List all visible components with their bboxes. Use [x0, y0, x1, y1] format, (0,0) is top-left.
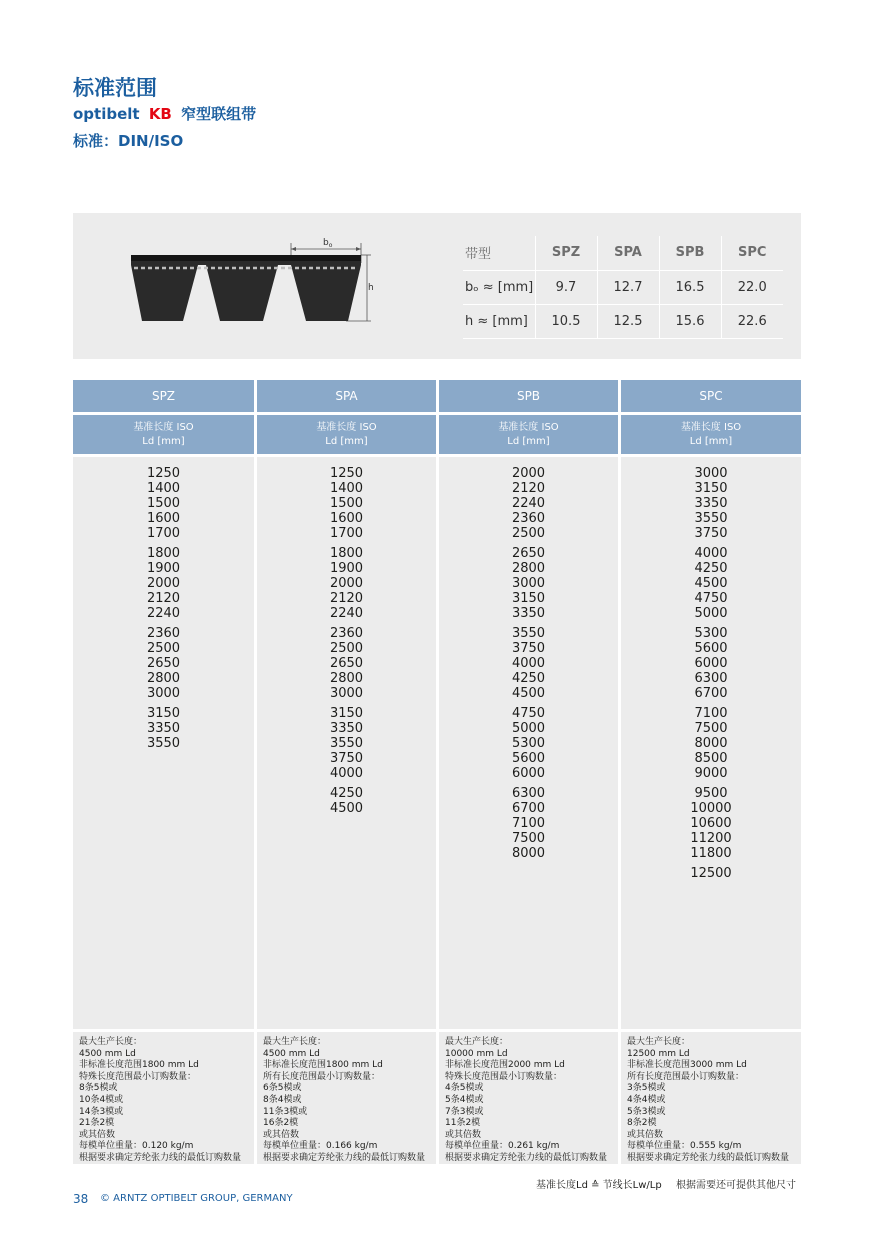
column-subheader	[73, 415, 254, 454]
note-line: 根据要求确定芳纶张力线的最低订购数量	[263, 1152, 426, 1163]
length-value: 7500	[694, 721, 728, 736]
note-line: 11条3模或	[263, 1106, 308, 1117]
length-value: 5300	[694, 626, 728, 641]
belt-cross-section-diagram	[128, 235, 388, 335]
column-notes	[621, 1032, 801, 1164]
note-line: 5条3模或	[627, 1106, 666, 1117]
length-value: 6700	[511, 801, 546, 816]
spec-panel	[73, 213, 801, 359]
length-column-body	[257, 457, 436, 1029]
length-value: 3000	[511, 576, 546, 591]
length-group	[257, 706, 436, 781]
length-value: 2120	[329, 591, 364, 606]
note-line: 非标准长度范围1800 mm Ld	[263, 1060, 383, 1071]
length-group	[439, 466, 618, 541]
spec-type: SPA	[597, 236, 659, 270]
length-value: 1400	[146, 481, 181, 496]
length-value: 7500	[511, 831, 546, 846]
length-column-body	[439, 457, 618, 1029]
length-value: 4000	[329, 766, 364, 781]
length-value: 4500	[511, 686, 546, 701]
spec-type: SPB	[659, 236, 721, 270]
note-line: 根据要求确定芳纶张力线的最低订购数量	[627, 1152, 790, 1163]
spec-row-width	[463, 270, 783, 304]
note-line: 5条4模或	[445, 1094, 484, 1105]
length-value: 1800	[329, 546, 364, 561]
length-value: 7100	[694, 706, 728, 721]
note-line: 21条2模	[79, 1118, 115, 1129]
length-value: 2360	[511, 511, 546, 526]
spec-row-height	[463, 304, 783, 338]
column-header: SPC	[621, 380, 801, 412]
length-group	[73, 706, 254, 751]
length-value: 6700	[694, 686, 728, 701]
note-line: 非标准长度范围1800 mm Ld	[79, 1060, 199, 1071]
spec-value: 12.5	[597, 304, 659, 338]
length-list	[73, 466, 254, 756]
length-list	[621, 466, 801, 886]
subheader-line: 基准长度 ISO	[316, 422, 377, 433]
note-line: 16条2模	[263, 1118, 299, 1129]
length-value: 2500	[329, 641, 364, 656]
length-group	[621, 786, 801, 861]
column-subheader	[621, 415, 801, 454]
length-value: 1900	[329, 561, 364, 576]
length-value: 4750	[511, 706, 546, 721]
length-value: 1700	[146, 526, 181, 541]
spec-value: 9.7	[535, 270, 597, 304]
length-value: 3350	[511, 606, 546, 621]
length-value: 1250	[329, 466, 364, 481]
spec-row-label: bₒ ≈ [mm]	[463, 270, 535, 304]
length-group	[621, 706, 801, 781]
spec-header-label: 带型	[463, 236, 535, 270]
length-group	[257, 546, 436, 621]
note-line: 最大生产长度：	[79, 1037, 143, 1047]
note-line: 或其倍数	[627, 1129, 664, 1140]
spec-value: 16.5	[659, 270, 721, 304]
subheader-unit: Ld [mm]	[142, 436, 185, 447]
column-notes	[439, 1032, 618, 1164]
length-value: 9500	[694, 786, 728, 801]
length-value: 3750	[511, 641, 546, 656]
length-value: 3000	[146, 686, 181, 701]
subheader-unit: Ld [mm]	[689, 436, 733, 447]
note-line: 最大生产长度：	[263, 1037, 327, 1047]
length-value: 5600	[694, 641, 728, 656]
length-value: 4750	[694, 591, 728, 606]
spec-type: SPC	[721, 236, 783, 270]
length-value: 2240	[511, 496, 546, 511]
note-line: 7条3模或	[445, 1106, 484, 1117]
spec-table	[463, 236, 783, 339]
standard-label: 标准：DIN/ISO	[73, 132, 184, 150]
note-line: 非标准长度范围2000 mm Ld	[445, 1060, 565, 1071]
note-line: 8条2模	[627, 1118, 657, 1129]
length-value: 1800	[146, 546, 181, 561]
length-value: 1250	[146, 466, 181, 481]
length-value: 3150	[146, 706, 181, 721]
note-line: 最大生产长度：	[627, 1037, 691, 1047]
length-group	[621, 866, 801, 881]
length-value: 3000	[329, 686, 364, 701]
length-value: 4250	[511, 671, 546, 686]
spec-value: 12.7	[597, 270, 659, 304]
length-value: 3550	[146, 736, 181, 751]
note-line: 14条3模或	[79, 1106, 124, 1117]
length-column-body	[73, 457, 254, 1029]
length-value: 2120	[146, 591, 181, 606]
brand-name: optibelt	[73, 105, 140, 123]
length-value: 4500	[694, 576, 728, 591]
length-value: 5000	[694, 606, 728, 621]
length-value: 2800	[329, 671, 364, 686]
length-value: 10600	[690, 816, 732, 831]
spec-value: 22.6	[721, 304, 783, 338]
note-line: 10条4模或	[79, 1094, 124, 1105]
spec-value: 15.6	[659, 304, 721, 338]
note-line: 根据要求确定芳纶张力线的最低订购数量	[79, 1152, 242, 1163]
note-line: 12500 mm Ld	[627, 1048, 690, 1059]
note-line: 非标准长度范围3000 mm Ld	[627, 1060, 747, 1071]
length-equivalence-note: 基准长度Ld ≙ 节线长Lw/Lp	[536, 1180, 662, 1191]
length-value: 4500	[329, 801, 364, 816]
spec-value: 22.0	[721, 270, 783, 304]
length-group	[439, 786, 618, 861]
length-value: 2360	[146, 626, 181, 641]
length-value: 5300	[511, 736, 546, 751]
page-number: 38	[73, 1192, 89, 1206]
length-value: 2650	[146, 656, 181, 671]
length-value: 10000	[690, 801, 732, 816]
dimension-b-label: $b_o$	[323, 238, 333, 249]
length-value: 2000	[511, 466, 546, 481]
length-value: 6300	[694, 671, 728, 686]
product-name: 窄型联组带	[181, 105, 257, 123]
length-value: 12500	[690, 866, 732, 881]
length-value: 3750	[329, 751, 364, 766]
length-value: 2650	[329, 656, 364, 671]
length-value: 4000	[694, 546, 728, 561]
note-line: 每模单位重量：0.261 kg/m	[445, 1141, 560, 1152]
note-line: 每模单位重量：0.166 kg/m	[263, 1141, 378, 1152]
length-value: 1400	[329, 481, 364, 496]
note-line: 每模单位重量：0.120 kg/m	[79, 1141, 194, 1152]
length-value: 2000	[146, 576, 181, 591]
subheader-unit: Ld [mm]	[507, 436, 550, 447]
length-value: 3550	[511, 626, 546, 641]
note-line: 3条5模或	[627, 1083, 666, 1094]
column-header: SPZ	[73, 380, 254, 412]
other-sizes-note: 根据需要还可提供其他尺寸	[676, 1180, 796, 1191]
length-value: 2120	[511, 481, 546, 496]
note-line: 11条2模	[445, 1118, 481, 1129]
length-group	[621, 546, 801, 621]
note-line: 特殊长度范围最小订购数量：	[79, 1071, 197, 1082]
length-value: 1600	[329, 511, 364, 526]
length-value: 3150	[329, 706, 364, 721]
length-value: 8000	[511, 846, 546, 861]
subheader-line: 基准长度 ISO	[498, 422, 559, 433]
length-group	[621, 466, 801, 541]
length-value: 5000	[511, 721, 546, 736]
length-value: 4250	[329, 786, 364, 801]
length-value: 1700	[329, 526, 364, 541]
note-line: 8条5模或	[79, 1083, 118, 1094]
length-value: 6000	[511, 766, 546, 781]
length-value: 3150	[511, 591, 546, 606]
length-group	[439, 546, 618, 621]
product-code: KB	[148, 105, 172, 123]
length-value: 8000	[694, 736, 728, 751]
note-line: 8条4模或	[263, 1094, 302, 1105]
product-line	[73, 103, 256, 124]
length-value: 11200	[690, 831, 732, 846]
note-line: 或其倍数	[263, 1129, 300, 1140]
length-value: 1600	[146, 511, 181, 526]
note-line: 4500 mm Ld	[79, 1048, 136, 1059]
note-line: 最大生产长度：	[445, 1037, 509, 1047]
note-line: 或其倍数	[79, 1129, 116, 1140]
length-value: 2500	[146, 641, 181, 656]
length-value: 4250	[694, 561, 728, 576]
length-value: 4000	[511, 656, 546, 671]
length-value: 1500	[329, 496, 364, 511]
note-line: 每模单位重量：0.555 kg/m	[627, 1141, 742, 1152]
length-value: 1900	[146, 561, 181, 576]
length-value: 3750	[694, 526, 728, 541]
page-title: 标准范围	[73, 76, 157, 100]
note-line: 所有长度范围最小订购数量：	[263, 1071, 381, 1082]
length-column-body	[621, 457, 801, 1029]
length-value: 2000	[329, 576, 364, 591]
note-line: 10000 mm Ld	[445, 1048, 508, 1059]
length-group	[257, 626, 436, 701]
length-value: 2240	[329, 606, 364, 621]
column-notes	[73, 1032, 254, 1164]
note-line: 6条5模或	[263, 1083, 302, 1094]
length-value: 1500	[146, 496, 181, 511]
note-line: 4条4模或	[627, 1094, 666, 1105]
length-value: 3350	[694, 496, 728, 511]
length-value: 3550	[329, 736, 364, 751]
length-value: 6300	[511, 786, 546, 801]
column-subheader	[257, 415, 436, 454]
subheader-line: 基准长度 ISO	[680, 422, 742, 433]
length-value: 6000	[694, 656, 728, 671]
length-value: 2800	[146, 671, 181, 686]
spec-type: SPZ	[535, 236, 597, 270]
length-group	[257, 786, 436, 816]
spec-value: 10.5	[535, 304, 597, 338]
dimension-h-label: h	[368, 283, 374, 293]
note-line: 或其倍数	[445, 1129, 482, 1140]
column-subheader	[439, 415, 618, 454]
column-header: SPA	[257, 380, 436, 412]
length-value: 3350	[146, 721, 181, 736]
length-value: 2240	[146, 606, 181, 621]
length-value: 2500	[511, 526, 546, 541]
length-value: 3350	[329, 721, 364, 736]
length-group	[257, 466, 436, 541]
length-value: 8500	[694, 751, 728, 766]
length-list	[257, 466, 436, 821]
note-line: 所有长度范围最小订购数量：	[627, 1071, 745, 1082]
length-group	[73, 466, 254, 541]
spec-row-label: h ≈ [mm]	[463, 304, 535, 338]
length-value: 2650	[511, 546, 546, 561]
length-value: 5600	[511, 751, 546, 766]
length-value: 3150	[694, 481, 728, 496]
length-value: 2360	[329, 626, 364, 641]
subheader-line: 基准长度 ISO	[133, 422, 194, 433]
column-header: SPB	[439, 380, 618, 412]
column-notes	[257, 1032, 436, 1164]
length-group	[621, 626, 801, 701]
note-line: 4500 mm Ld	[263, 1048, 320, 1059]
note-line: 根据要求确定芳纶张力线的最低订购数量	[445, 1152, 608, 1163]
length-list	[439, 466, 618, 866]
spec-header-row	[463, 236, 783, 270]
length-value: 3000	[694, 466, 728, 481]
length-value: 7100	[511, 816, 546, 831]
copyright: © ARNTZ OPTIBELT GROUP, GERMANY	[100, 1193, 293, 1204]
note-line: 特殊长度范围最小订购数量：	[445, 1071, 563, 1082]
note-line: 4条5模或	[445, 1083, 484, 1094]
length-value: 3550	[694, 511, 728, 526]
length-group	[439, 706, 618, 781]
length-group	[439, 626, 618, 701]
length-value: 2800	[511, 561, 546, 576]
subheader-unit: Ld [mm]	[325, 436, 368, 447]
length-group	[73, 626, 254, 701]
length-value: 11800	[690, 846, 732, 861]
length-group	[73, 546, 254, 621]
length-value: 9000	[694, 766, 728, 781]
